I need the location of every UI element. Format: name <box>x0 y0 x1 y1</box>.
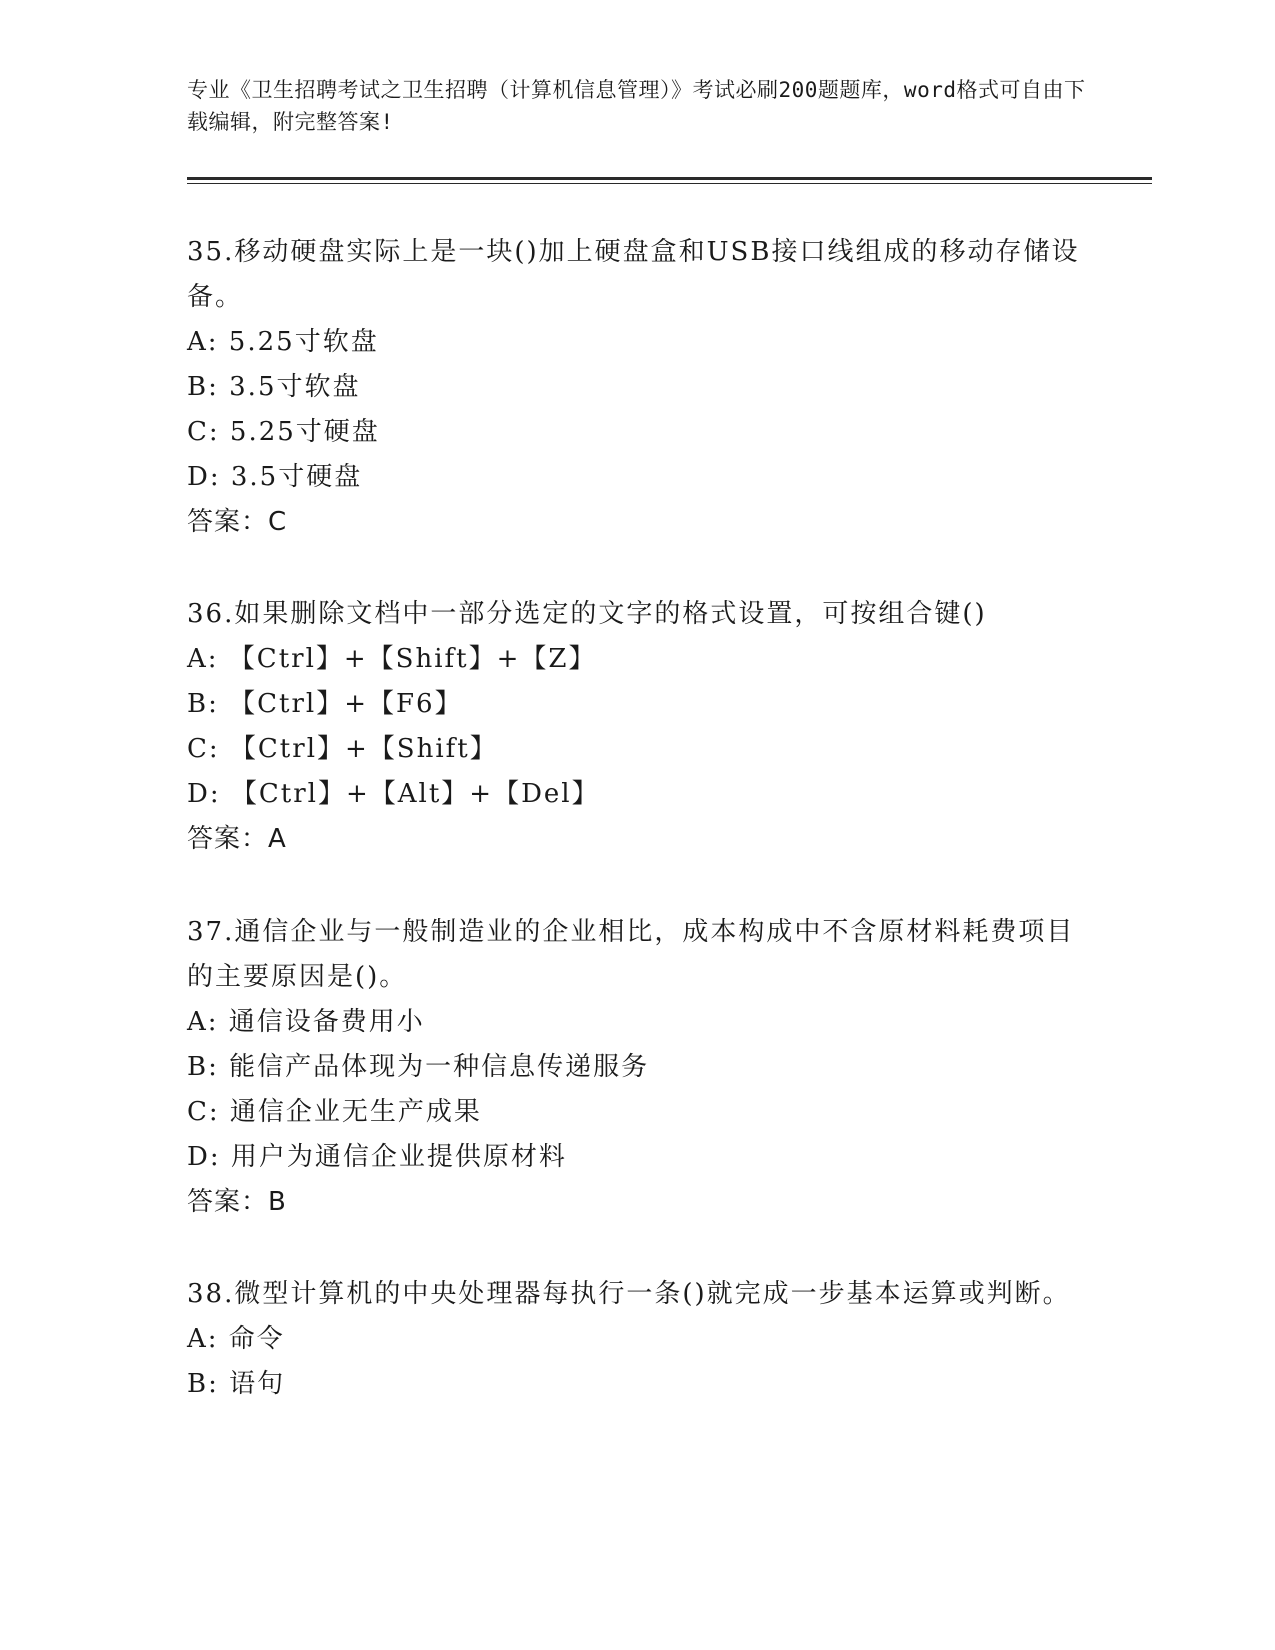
question-36 <box>187 592 1087 862</box>
answer: 答案：B <box>187 1187 287 1217</box>
header-divider-thin <box>187 183 1152 184</box>
option-b: B: 能信产品体现为一种信息传递服务 <box>187 1052 650 1082</box>
option-b: B: 语句 <box>187 1369 286 1399</box>
option-a: A: 通信设备费用小 <box>187 1007 425 1037</box>
answer: 答案：C <box>187 507 288 537</box>
question-stem: 36.如果删除文档中一部分选定的文字的格式设置，可按组合键() <box>187 599 987 629</box>
option-d: D: 【Ctrl】+【Alt】+【Del】 <box>187 779 600 809</box>
option-b: B: 【Ctrl】+【F6】 <box>187 689 463 719</box>
question-37 <box>187 910 1087 1225</box>
question-stem: 38.微型计算机的中央处理器每执行一条()就完成一步基本运算或判断。 <box>187 1279 1071 1309</box>
header-divider-thick <box>187 177 1152 180</box>
option-c: C: 【Ctrl】+【Shift】 <box>187 734 498 764</box>
question-stem: 35.移动硬盘实际上是一块()加上硬盘盒和USB接口线组成的移动存储设备。 <box>187 237 1080 312</box>
question-35 <box>187 230 1087 545</box>
option-c: C: 通信企业无生产成果 <box>187 1097 482 1127</box>
answer: 答案：A <box>187 824 287 854</box>
option-d: D: 用户为通信企业提供原材料 <box>187 1142 567 1172</box>
document-header: 专业《卫生招聘考试之卫生招聘（计算机信息管理）》考试必刷200题题库，word格式可自由下载编辑，附完整答案! <box>187 78 1086 134</box>
option-b: B: 3.5寸软盘 <box>187 372 361 402</box>
question-stem: 37.通信企业与一般制造业的企业相比，成本构成中不含原材料耗费项目的主要原因是()。 <box>187 917 1075 992</box>
option-d: D: 3.5寸硬盘 <box>187 462 363 492</box>
option-c: C: 5.25寸硬盘 <box>187 417 380 447</box>
option-a: A: 命令 <box>187 1324 285 1354</box>
option-a: A: 【Ctrl】+【Shift】+【Z】 <box>187 644 597 674</box>
question-38 <box>187 1272 1087 1407</box>
option-a: A: 5.25寸软盘 <box>187 327 379 357</box>
